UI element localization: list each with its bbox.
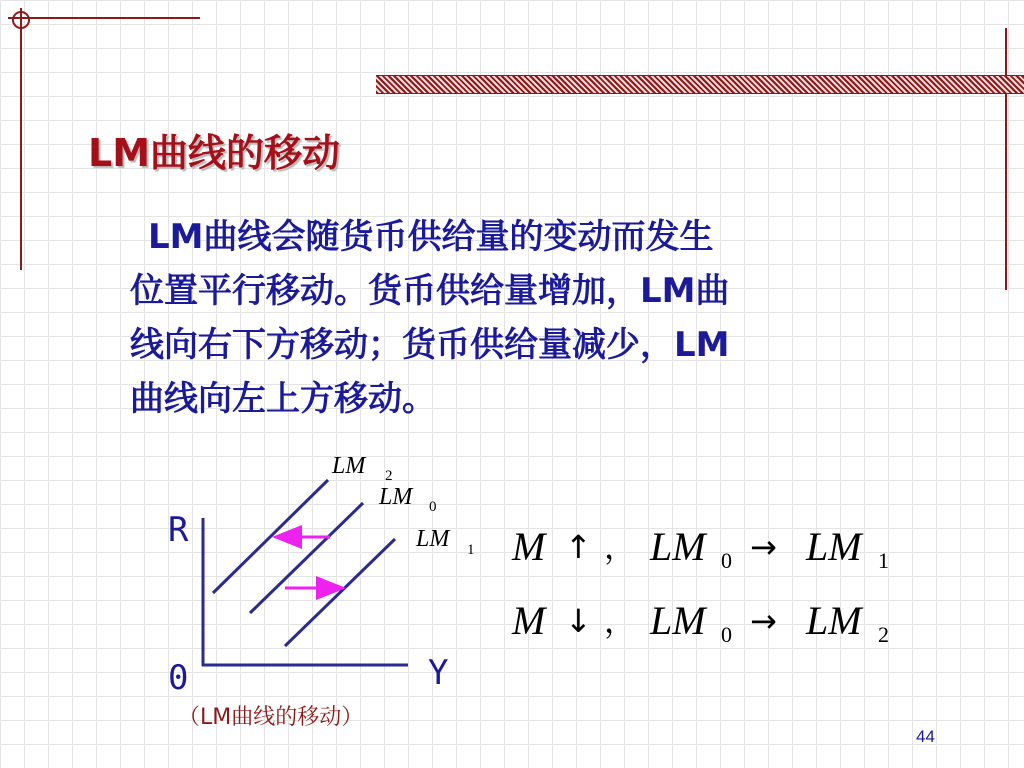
y-axis-label: R (168, 510, 189, 550)
body-line: LM曲线会随货币供给量的变动而发生 (148, 217, 714, 257)
slide-title: LM曲线的移动 (88, 131, 341, 175)
body-line: 线向右下方移动；货币供给量减少，LM (130, 325, 730, 365)
figure-caption: （LM曲线的移动） (178, 705, 364, 730)
equation-1-from-subscript: 0 (721, 548, 732, 573)
lm1-label: LM (416, 526, 450, 552)
x-axis-label: Y (428, 653, 449, 693)
equation-1-direction: ↑ (565, 528, 592, 566)
equation-1-separator: ， (604, 528, 637, 566)
equation-2-to: LM (806, 598, 862, 643)
lm0-label: LM (379, 484, 413, 510)
body-line: 位置平行移动。货币供给量增加，LM曲 (130, 271, 730, 311)
lm0-curve (250, 503, 363, 613)
equation-1-arrow: → (750, 528, 777, 566)
equation-1-to: LM (806, 524, 862, 569)
equation-2-variable: M (512, 598, 546, 643)
equation-2-direction: ↓ (565, 602, 592, 640)
equation-1-from: LM (650, 524, 706, 569)
equation-2-separator: ， (604, 602, 637, 640)
lm0-subscript: 0 (429, 499, 437, 515)
lm2-label: LM (332, 453, 366, 479)
equation-2-to-subscript: 2 (878, 622, 889, 647)
equation-1-variable: M (512, 524, 546, 569)
lm1-curve (285, 539, 395, 646)
equation-1-to-subscript: 1 (878, 548, 889, 573)
equation-2-from-subscript: 0 (721, 622, 732, 647)
origin-label: 0 (168, 658, 189, 698)
page-number: 44 (916, 727, 935, 746)
equation-2-arrow: → (750, 602, 777, 640)
lm2-subscript: 2 (385, 468, 393, 484)
body-line: 曲线向左上方移动。 (130, 379, 436, 419)
lm1-subscript: 1 (467, 542, 475, 558)
equation-2-from: LM (650, 598, 706, 643)
